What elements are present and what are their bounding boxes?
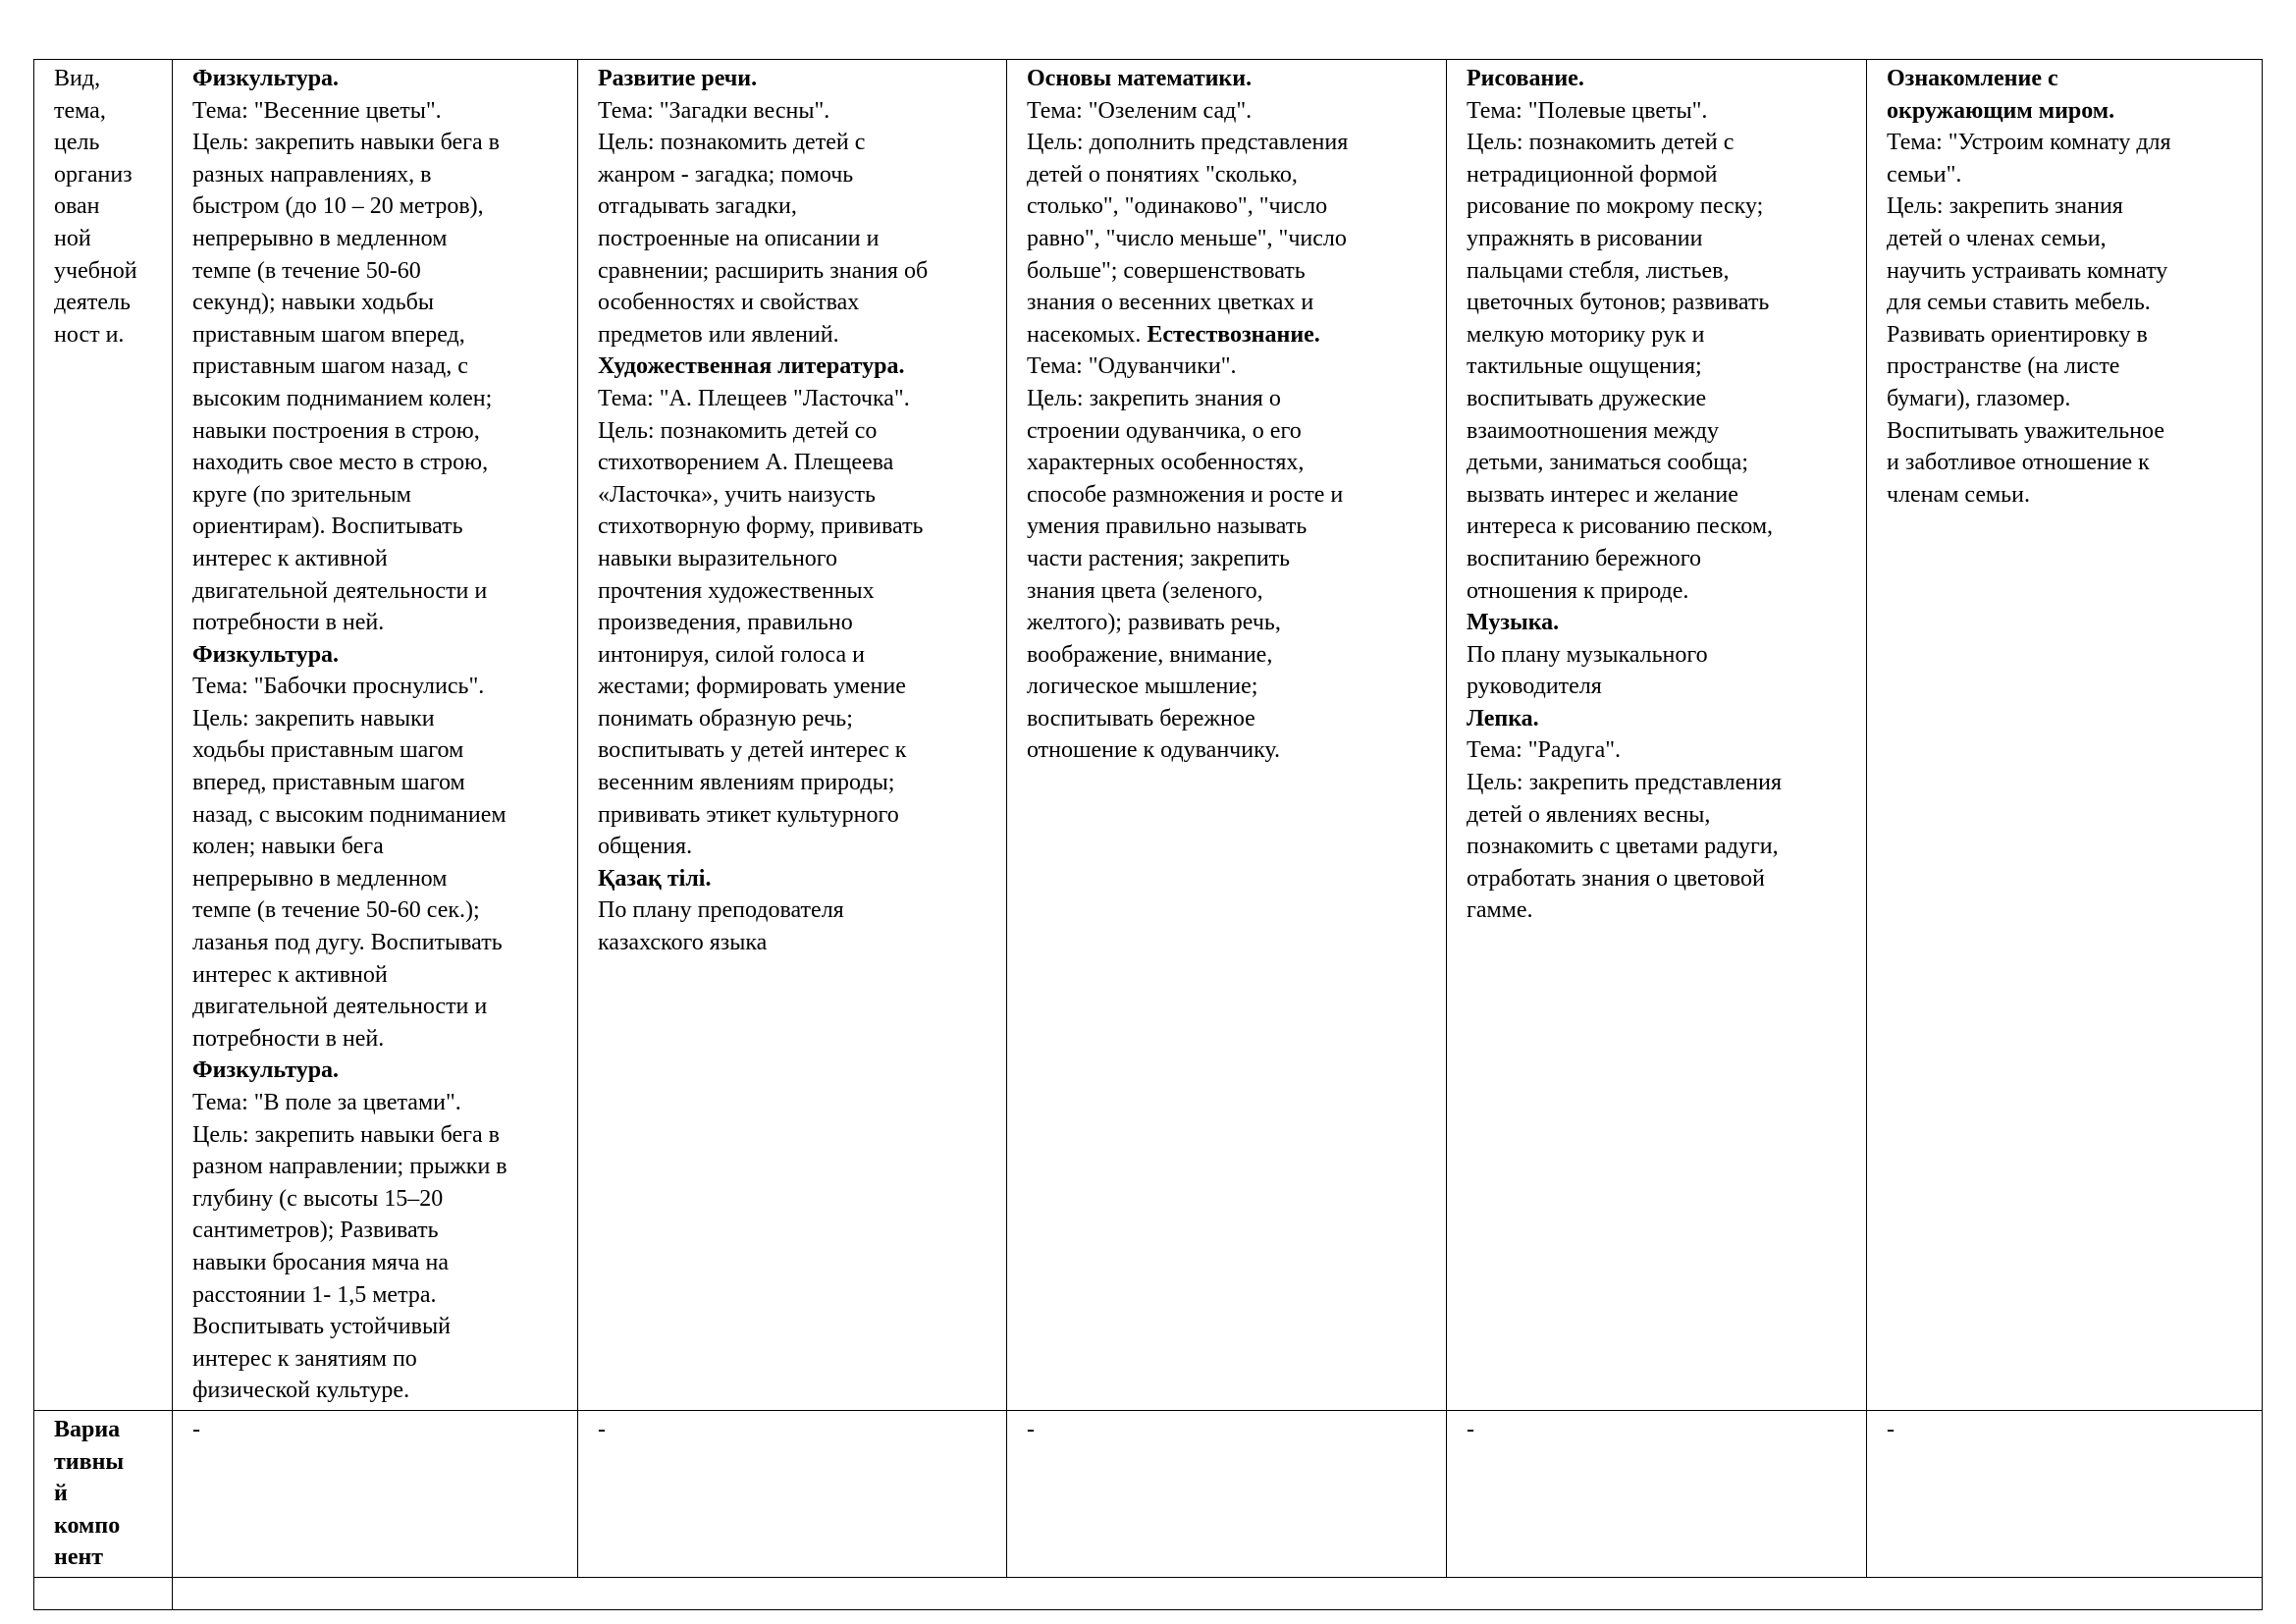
subject-title: Музыка. [1467, 610, 1560, 636]
content-line: потребности в ней. [192, 1025, 385, 1052]
content-line: понимать образную речь; [598, 705, 853, 731]
subject-title: Естествознание. [1147, 321, 1320, 348]
content-line: вызвать интерес и желание [1467, 481, 1738, 508]
content-line: навыки выразительного [598, 545, 838, 571]
content-line: воспитывать бережное [1027, 705, 1255, 731]
content-line: Цель: закрепить знания о [1027, 385, 1281, 411]
content-line: больше"; совершенствовать [1027, 257, 1306, 284]
column-cell-2 [578, 60, 1007, 1411]
content-line: отношение к одуванчику. [1027, 737, 1281, 764]
subject-title: окружающим миром. [1887, 97, 2115, 124]
content-line: Цель: закрепить знания [1887, 193, 2123, 220]
content-line: интерес к активной [192, 545, 388, 571]
subject-title: Ознакомление с [1887, 66, 2058, 91]
content-line: характерных особенностях, [1027, 450, 1305, 476]
row-label-line: тема, [54, 97, 106, 124]
content-line: воображение, внимание, [1027, 641, 1273, 668]
content-line: Тема: "Полевые цветы". [1467, 97, 1708, 124]
subject-title: Физкультура. [192, 1057, 340, 1084]
content-line: знания о весенних цветках и [1027, 290, 1314, 316]
content-line: детей о понятиях "сколько, [1027, 161, 1298, 188]
content-line: По плану преподователя [598, 897, 844, 924]
content-line: высоким подниманием колен; [192, 385, 493, 411]
row-label-line: цель [54, 130, 100, 156]
content-line: отработать знания о цветовой [1467, 865, 1765, 892]
subject-title: Лепка. [1467, 705, 1539, 731]
table-row-empty [34, 1577, 2263, 1609]
content-line: рисование по мокрому песку; [1467, 193, 1764, 220]
content-line: интонируя, силой голоса и [598, 641, 865, 668]
content-line: лазанья под дугу. Воспитывать [192, 930, 503, 956]
content-line: ориентирам). Воспитывать [192, 514, 463, 540]
content-line: жестами; формировать умение [598, 674, 906, 700]
subject-title: Развитие речи. [598, 66, 758, 91]
content-line: общения. [598, 834, 693, 860]
variative-value-cell: - [173, 1410, 578, 1577]
row-label-line: ной [54, 225, 91, 251]
content-line: Воспитывать устойчивый [192, 1314, 451, 1340]
content-line: семьи". [1887, 161, 1962, 188]
content-line: колен; навыки бега [192, 834, 384, 860]
subject-title: Основы математики. [1027, 66, 1253, 91]
content-line: прививать этикет культурного [598, 801, 899, 828]
content-line: Тема: "Весенние цветы". [192, 97, 442, 124]
content-line: особенностях и свойствах [598, 290, 860, 316]
content-line: темпе (в течение 50-60 сек.); [192, 897, 480, 924]
content-line: интерес к занятиям по [192, 1345, 417, 1372]
content-line: Тема: "В поле за цветами". [192, 1090, 461, 1115]
subject-title: Художественная литература. [598, 353, 905, 380]
content-line: Тема: "Бабочки проснулись". [192, 674, 485, 700]
content-line: расстоянии 1- 1,5 метра. [192, 1281, 437, 1308]
content-line: двигательной деятельности и [192, 577, 488, 604]
content-line: гамме. [1467, 897, 1533, 924]
content-line: Тема: "А. Плещеев "Ласточка". [598, 385, 910, 411]
content-line: глубину (с высоты 15–20 [192, 1185, 444, 1212]
variative-label-cell [34, 1410, 173, 1577]
content-line: навыки построения в строю, [192, 417, 480, 444]
row-label-line: деятель [54, 290, 131, 316]
content-line: весенним явлениям природы; [598, 770, 895, 796]
variative-label-line: компо [54, 1512, 121, 1539]
content-line: приставным шагом вперед, [192, 321, 465, 348]
content-line: Тема: "Одуванчики". [1027, 353, 1237, 380]
content-line: потребности в ней. [192, 610, 385, 636]
content-line: интереса к рисованию песком, [1467, 514, 1774, 540]
content-line: Цель: закрепить навыки бега в [192, 130, 500, 156]
content-line: Цель: закрепить представления [1467, 770, 1782, 796]
content-line: Развивать ориентировку в [1887, 321, 2148, 348]
content-line: цветочных бутонов; развивать [1467, 290, 1770, 316]
content-line: Цель: дополнить представления [1027, 130, 1349, 156]
content-line: круге (по зрительным [192, 481, 411, 508]
content-line: тактильные ощущения; [1467, 353, 1702, 380]
content-line: непрерывно в медленном [192, 865, 448, 892]
content-line: казахского языка [598, 930, 768, 956]
variative-value-cell: - [1447, 1410, 1867, 1577]
content-line: непрерывно в медленном [192, 225, 448, 251]
column-cell-5 [1867, 60, 2263, 1411]
content-line: познакомить с цветами радуги, [1467, 834, 1779, 860]
content-line: назад, с высоким подниманием [192, 801, 507, 828]
content-line: сантиметров); Развивать [192, 1218, 439, 1244]
content-line: упражнять в рисовании [1467, 225, 1703, 251]
content-line: приставным шагом назад, с [192, 353, 468, 380]
variative-label-line: нент [54, 1544, 104, 1571]
content-text: насекомых. [1027, 321, 1148, 348]
content-line: части растения; закрепить [1027, 545, 1291, 571]
content-line: детей о явлениях весны, [1467, 801, 1711, 828]
column-cell-3 [1007, 60, 1447, 1411]
variative-value-cell: - [1007, 1410, 1447, 1577]
content-line: пальцами стебля, листьев, [1467, 257, 1730, 284]
content-line: бумаги), глазомер. [1887, 385, 2071, 411]
content-line: Цель: познакомить детей с [598, 130, 866, 156]
variative-label-line: й [54, 1481, 68, 1507]
content-line: воспитывать у детей интерес к [598, 737, 907, 764]
row-label-line: Вид, [54, 66, 101, 91]
content-line: Тема: "Загадки весны". [598, 97, 830, 124]
row-label-cell [34, 60, 173, 1411]
content-line: физической культуре. [192, 1378, 410, 1404]
content-line: знания цвета (зеленого, [1027, 577, 1263, 604]
content-line: жанром - загадка; помочь [598, 161, 854, 188]
content-line [1027, 319, 1428, 352]
column-cell-4 [1447, 60, 1867, 1411]
column-cell-1 [173, 60, 578, 1411]
content-line: способе размножения и росте и [1027, 481, 1344, 508]
empty-label-cell [34, 1577, 173, 1609]
variative-value-cell: - [578, 1410, 1007, 1577]
plan-table [33, 59, 2263, 1610]
content-line: пространстве (на листе [1887, 353, 2120, 380]
content-line: строении одуванчика, о его [1027, 417, 1302, 444]
subject-title: Физкультура. [192, 66, 340, 91]
content-line: равно", "число меньше", "число [1027, 225, 1347, 251]
content-line: сравнении; расширить знания об [598, 257, 929, 284]
content-line: взаимоотношения между [1467, 417, 1720, 444]
content-line: прочтения художественных [598, 577, 875, 604]
empty-merged-cell [173, 1577, 2263, 1609]
content-line: «Ласточка», учить наизусть [598, 481, 876, 508]
subject-title: Физкультура. [192, 641, 340, 668]
content-line: мелкую моторику рук и [1467, 321, 1705, 348]
content-line: нетрадиционной формой [1467, 161, 1718, 188]
content-line: Тема: "Озеленим сад". [1027, 97, 1253, 124]
content-line: По плану музыкального [1467, 641, 1708, 668]
variative-label-line: тивны [54, 1448, 125, 1475]
content-line: воспитанию бережного [1467, 545, 1702, 571]
content-line: логическое мышление; [1027, 674, 1258, 700]
content-line: стихотворением А. Плещеева [598, 450, 894, 476]
table-row-main [34, 60, 2263, 1411]
subject-title: Қазақ тілі. [598, 865, 712, 892]
content-line: двигательной деятельности и [192, 994, 488, 1020]
content-line: навыки бросания мяча на [192, 1249, 450, 1275]
content-line: интерес к активной [192, 961, 388, 988]
content-line: умения правильно называть [1027, 514, 1308, 540]
content-line: стихотворную форму, прививать [598, 514, 924, 540]
content-line: членам семьи. [1887, 481, 2030, 508]
content-line: быстром (до 10 – 20 метров), [192, 193, 484, 220]
content-line: Тема: "Радуга". [1467, 737, 1622, 764]
content-line: вперед, приставным шагом [192, 770, 465, 796]
content-line: для семьи ставить мебель. [1887, 290, 2151, 316]
variative-value-cell: - [1867, 1410, 2263, 1577]
row-label-line: ован [54, 193, 100, 220]
content-line: ходьбы приставным шагом [192, 737, 464, 764]
row-label-line: учебной [54, 257, 137, 284]
content-line: Цель: познакомить детей со [598, 417, 878, 444]
content-line: разных направлениях, в [192, 161, 432, 188]
table-row-variative [34, 1410, 2263, 1577]
content-line: детьми, заниматься сообща; [1467, 450, 1748, 476]
content-line: Цель: закрепить навыки [192, 705, 435, 731]
row-label-line: организ [54, 161, 133, 188]
content-line: Воспитывать уважительное [1887, 417, 2164, 444]
content-line: детей о членах семьи, [1887, 225, 2107, 251]
content-line: Цель: закрепить навыки бега в [192, 1121, 500, 1148]
row-label-line: ност и. [54, 321, 125, 348]
variative-label-line: Вариа [54, 1416, 121, 1442]
content-line: и заботливое отношение к [1887, 450, 2150, 476]
content-line: секунд); навыки ходьбы [192, 290, 434, 316]
content-line: построенные на описании и [598, 225, 880, 251]
subject-title: Рисование. [1467, 66, 1584, 91]
content-line: Цель: познакомить детей с [1467, 130, 1735, 156]
content-line: отгадывать загадки, [598, 193, 797, 220]
content-line: воспитывать дружеские [1467, 385, 1707, 411]
content-line: предметов или явлений. [598, 321, 839, 348]
content-line: столько", "одинаково", "число [1027, 193, 1328, 220]
content-line: темпе (в течение 50-60 [192, 257, 421, 284]
content-line: научить устраивать комнату [1887, 257, 2168, 284]
content-line: разном направлении; прыжки в [192, 1154, 507, 1180]
content-line: желтого); развивать речь, [1027, 610, 1281, 636]
content-line: Тема: "Устроим комнату для [1887, 130, 2171, 156]
content-line: произведения, правильно [598, 610, 853, 636]
content-line: находить свое место в строю, [192, 450, 489, 476]
content-line: руководителя [1467, 674, 1602, 700]
content-line: отношения к природе. [1467, 577, 1689, 604]
